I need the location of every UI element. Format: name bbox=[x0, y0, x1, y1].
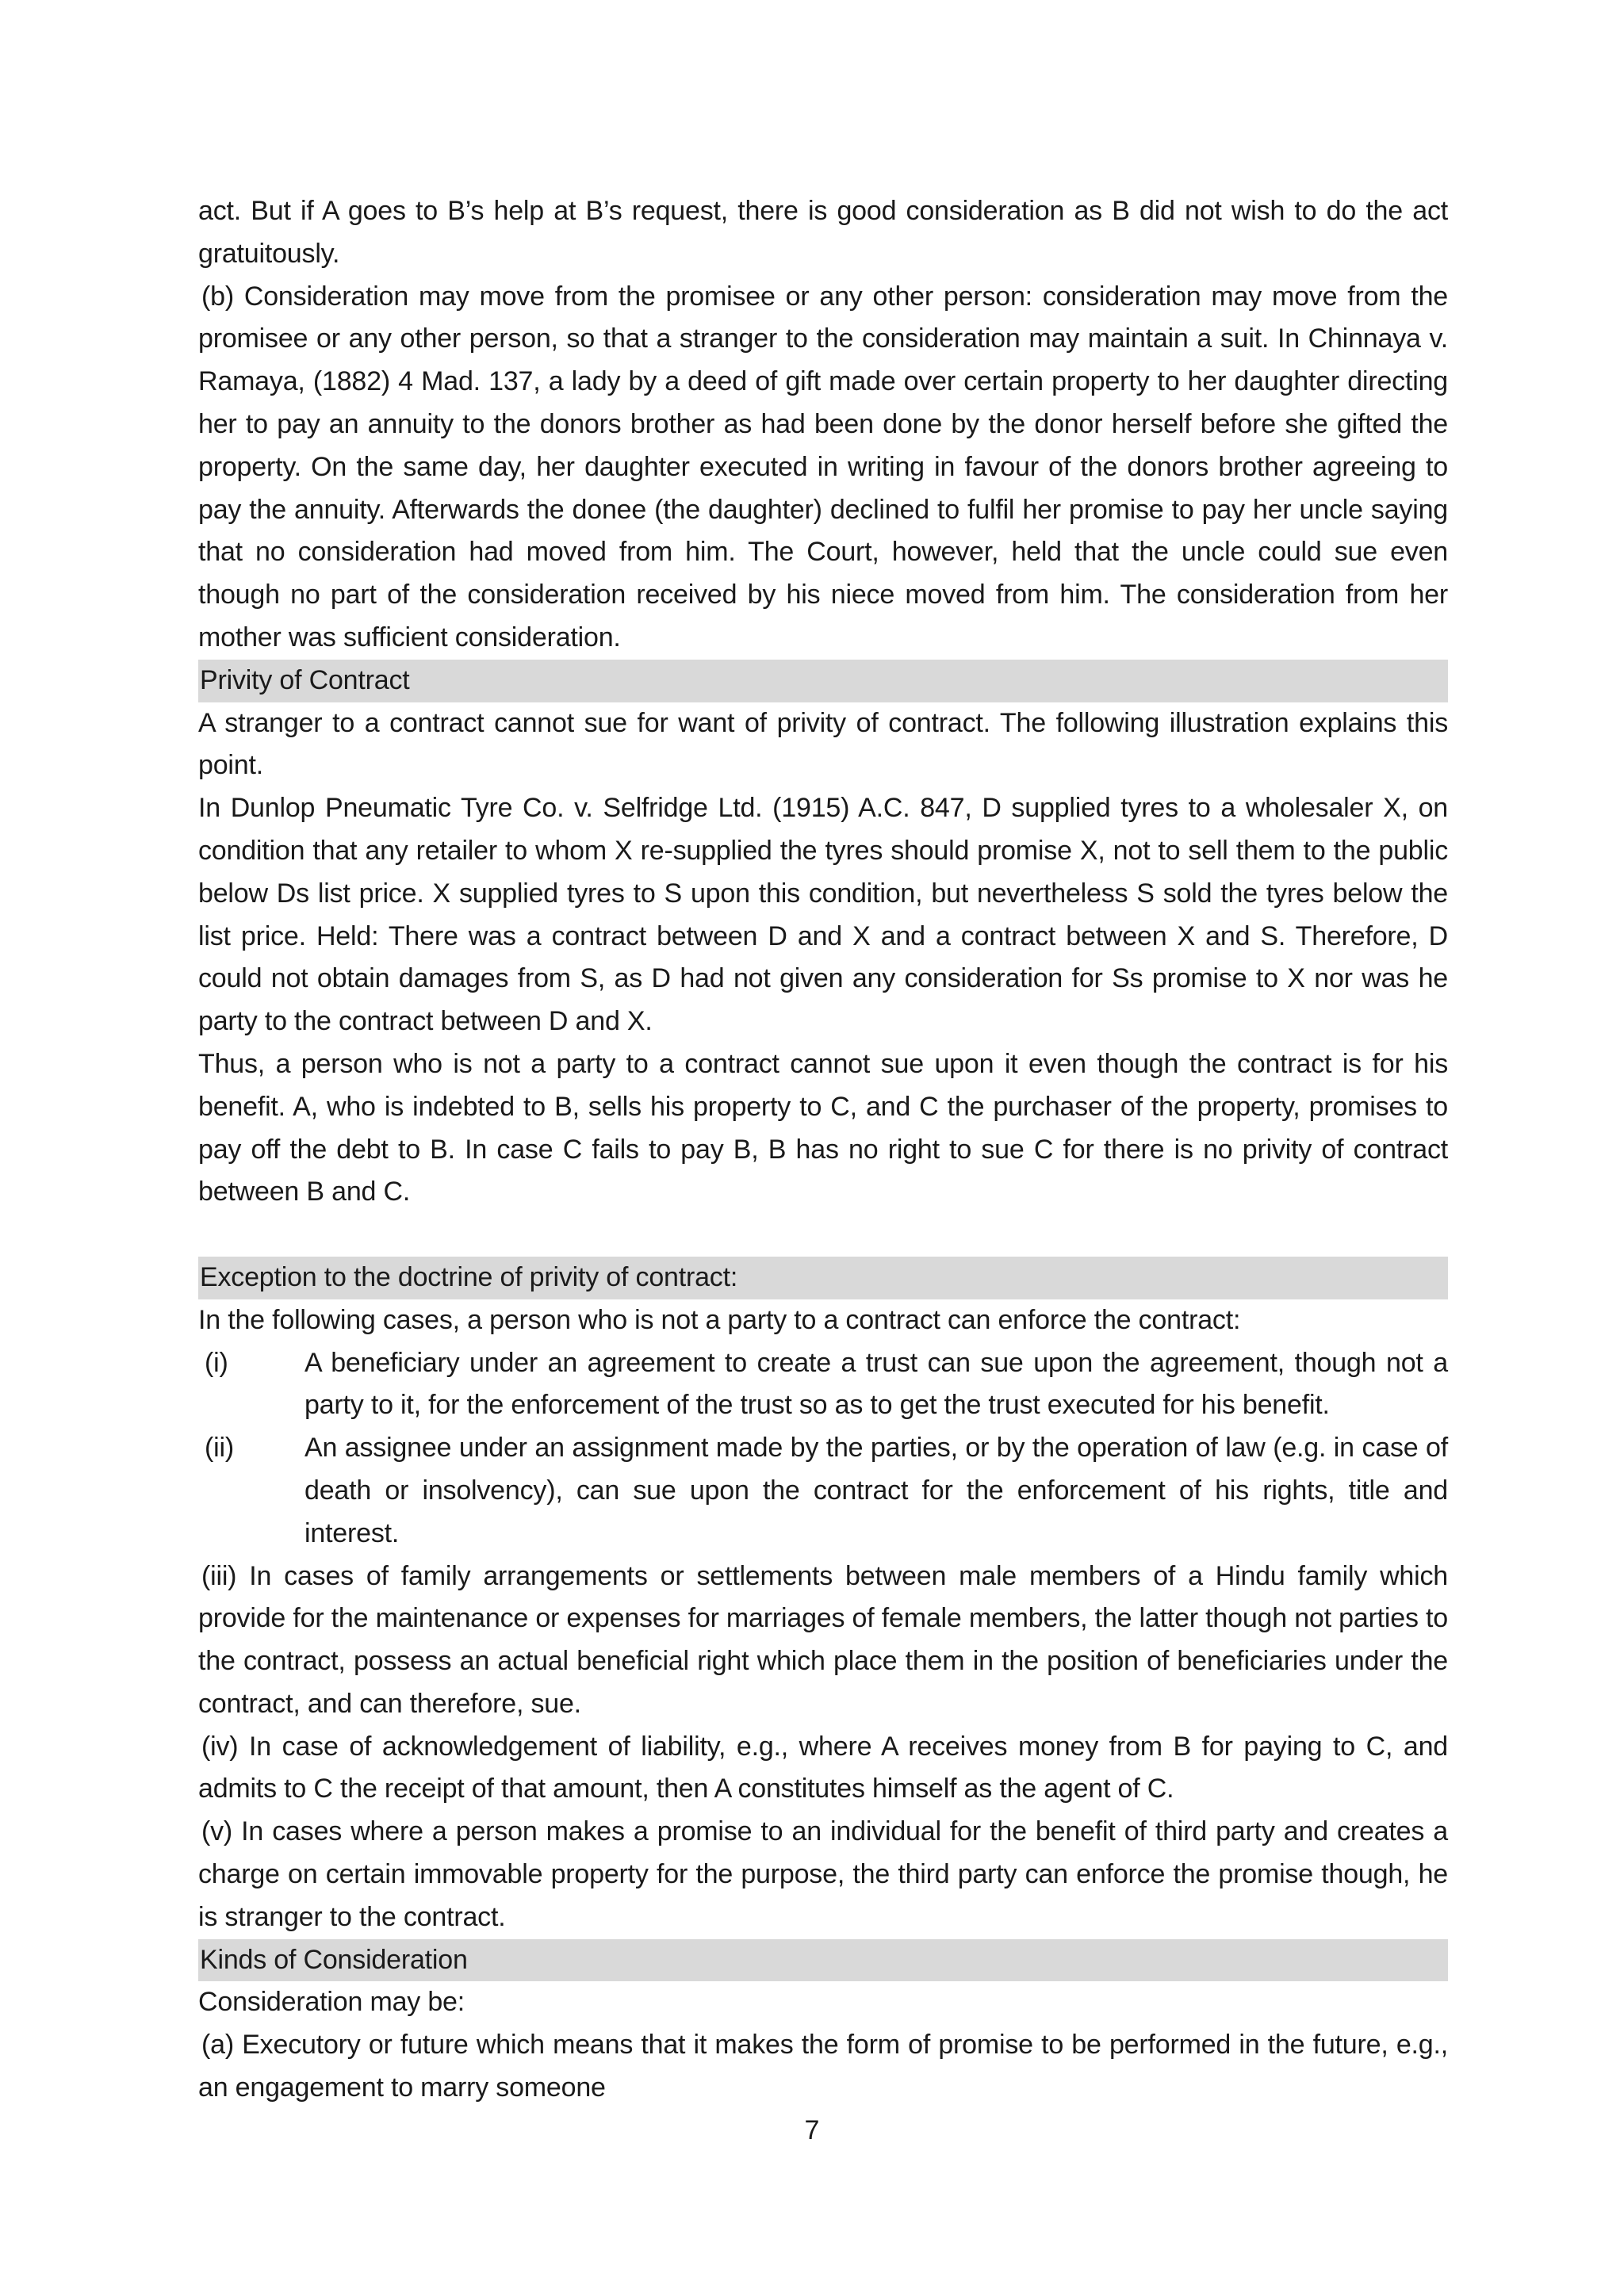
paragraph-exception-charge: (v) In cases where a person makes a promise to an individual for the benefit of third party and creates a charge on certain immovable property for the purpose, the third party can enforce the promise though, he is stranger to the contract. bbox=[198, 1816, 1448, 1932]
section-heading-exception: Exception to the doctrine of privity of contract: bbox=[198, 1257, 1448, 1299]
paragraph-consideration-request: act. But if A goes to B’s help at B’s request, there is good consideration as B did not wish to do the act gratuitously. bbox=[198, 196, 1448, 269]
paragraph-privity-dunlop: In Dunlop Pneumatic Tyre Co. v. Selfridge Ltd. (1915) A.C. 847, D supplied tyres to a wholesaler X, on condition that any retailer to whom X re-supplied the tyres should promise X, not to sell them to the public below Ds list price. X supplied tyres to S upon this condition, but nevertheless S sold the tyres below the list price. Held: There was a contract between D and X and a contract between X and S. Therefore, D could not obtain damages from S, as D had not given any consideration for Ss promise to X nor was he party to the contract between D and X. bbox=[198, 793, 1448, 1037]
paragraph-exception-acknowledgement: (iv) In case of acknowledgement of liability, e.g., where A receives money from B for paying to C, and admits to C the receipt of that amount, then A constitutes himself as the agent of C. bbox=[198, 1731, 1448, 1804]
blank-line bbox=[198, 1214, 1448, 1257]
section-heading-privity: Privity of Contract bbox=[198, 660, 1448, 702]
document-page bbox=[198, 190, 1448, 2110]
paragraph-privity-stranger: A stranger to a contract cannot sue for want of privity of contract. The following illustration explains this point. bbox=[198, 707, 1448, 781]
paragraph-privity-thus: Thus, a person who is not a party to a contract cannot sue upon it even though the contract is for his benefit. A, who is indebted to B, sells his property to C, and C the purchaser of the property, promises to pay off the debt to B. In case C fails to pay B, B has no right to sue C for there is no privity of contract between B and C. bbox=[198, 1048, 1448, 1207]
list-item-trust bbox=[198, 1342, 1448, 1428]
list-item-text: An assignee under an assignment made by the parties, or by the operation of law (e.g. in case of death or insolvency), can sue upon the contract for the enforcement of his rights, title and interest. bbox=[304, 1433, 1448, 1548]
list-item-assignee bbox=[198, 1427, 1448, 1555]
list-item-number: (i) bbox=[205, 1347, 228, 1378]
list-item-number: (ii) bbox=[205, 1433, 234, 1464]
paragraph-kinds-executory: (a) Executory or future which means that it makes the form of promise to be performed in the future, e.g., an engagement to marry someone bbox=[198, 2030, 1448, 2103]
paragraph-exception-intro: In the following cases, a person who is not a party to a contract can enforce the contract: bbox=[198, 1304, 1241, 1335]
paragraph-kinds-intro: Consideration may be: bbox=[198, 1987, 465, 2018]
page-number: 7 bbox=[804, 2115, 820, 2145]
paragraph-exception-family: (iii) In cases of family arrangements or settlements between male members of a Hindu family which provide for the maintenance or expenses for marriages of female members, the latter though not parties to the contract, possess an actual beneficial right which place them in the position of beneficiaries under the contract, and can therefore, sue. bbox=[198, 1560, 1448, 1719]
section-heading-kinds: Kinds of Consideration bbox=[198, 1939, 1448, 1982]
paragraph-consideration-promisee: (b) Consideration may move from the promisee or any other person: consideration may move from the promisee or any other person, so that a stranger to the consideration may maintain a suit. In Chinnaya v. Ramaya, (1882) 4 Mad. 137, a lady by a deed of gift made over certain property to her daughter directing her to pay an annuity to the donors brother as had been done by the donor herself before she gifted the property. On the same day, her daughter executed in writing in favour of the donors brother agreeing to pay the annuity. Afterwards the donee (the daughter) declined to fulfil her promise to pay her uncle saying that no consideration had moved from him. The Court, however, held that the uncle could sue even though no part of the consideration received by his niece moved from him. The consideration from her mother was sufficient consideration. bbox=[198, 281, 1448, 652]
list-item-text: A beneficiary under an agreement to create a trust can sue upon the agreement, though not a party to it, for the enforcement of the trust so as to get the trust executed for his benefit. bbox=[304, 1347, 1448, 1421]
